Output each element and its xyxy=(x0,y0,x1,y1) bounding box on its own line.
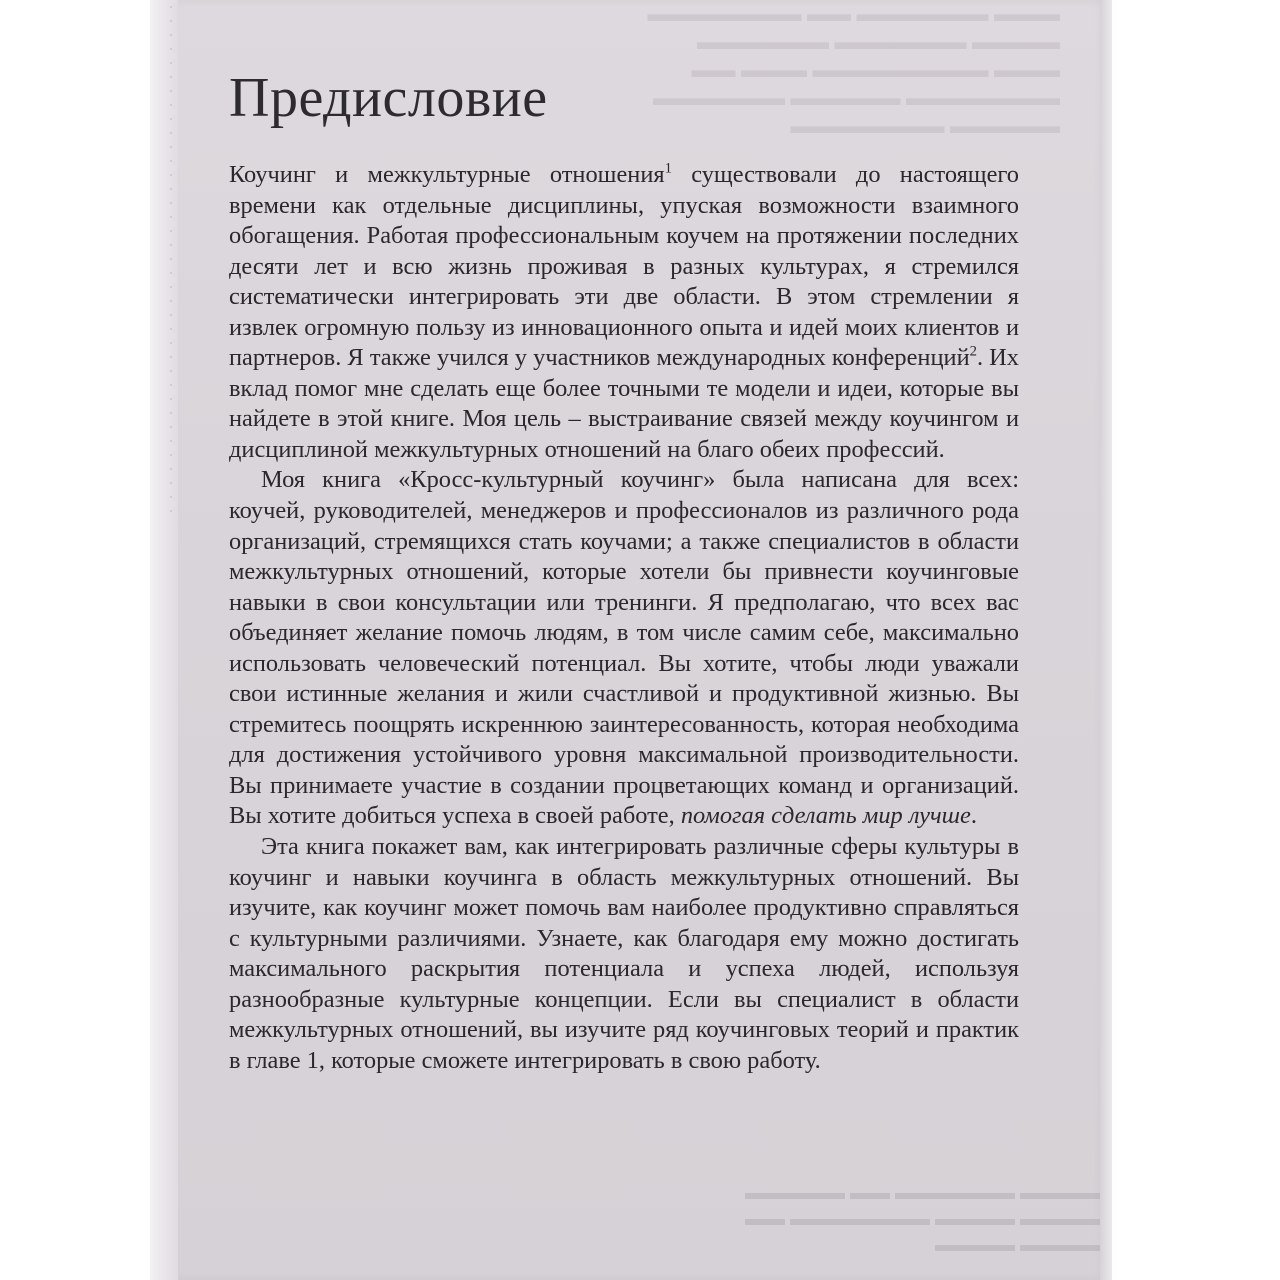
show-through-text-top: ▬▬▬ ▬▬▬▬▬▬ ▬▬ ▬▬▬▬▬▬▬ ▬▬▬▬ ▬▬▬▬▬▬ ▬▬▬▬▬▬ ▬▬▬ ▬▬▬▬▬▬▬▬ ▬▬▬ ▬▬ ▬▬▬▬▬▬▬ ▬▬▬▬▬ ▬▬▬▬▬▬ ▬▬▬▬▬ ▬▬▬▬▬▬▬ xyxy=(647,1,1060,138)
body-text xyxy=(229,160,1019,1076)
left-page-texture xyxy=(168,0,174,520)
footnote-ref-2: 2 xyxy=(969,343,977,360)
paragraph-1 xyxy=(229,160,1019,465)
paragraph-2-text: Моя книга «Кросс-культурный коучинг» была написана для всех: коучей, руководителей, менеджеров и профессионалов из различного рода организаций, стремящихся стать коучами; а также специалистов в области межкультурных отношений, которые хотели бы привнести коучинговые навыки в свои консультации или тренинги. Я предполагаю, что всех вас объединяет желание помочь людям, в том числе самим себе, максимально использовать человеческий потенциал. Вы хотите, чтобы люди уважали свои истинные желания и жили счастливой и продуктивной жизнью. Вы стремитесь поощрять искреннюю заинтересованность, которая необходима для достижения устойчивого уровня максимальной производительности. Вы принимаете участие в создании процветающих команд и организаций. Вы хотите добиться успеха в своей работе, xyxy=(229,466,1019,830)
paragraph-2 xyxy=(229,465,1019,832)
paragraph-1-part-2: существовали до настоящего времени как отдельные дисциплины, упуская возможности взаимного обогащения. Работая профессиональным коучем на протяжении последних десяти лет и всю жизнь проживая в разных культурах, я стремился систематически интегрировать эти две области. В этом стремлении я извлек огромную пользу из инновационного опыта и идей моих клиентов и партнеров. Я также учился у участников международных конференций xyxy=(229,161,1019,372)
show-through-text-bottom: ▬▬▬▬ ▬▬▬▬▬▬ ▬▬ ▬▬▬▬▬ ▬▬▬▬ ▬▬▬▬ ▬▬▬▬▬▬▬ ▬▬ ▬▬▬▬ ▬▬▬▬ xyxy=(745,1182,1100,1256)
page-title: Предисловие xyxy=(229,67,548,129)
paragraph-1-part-1: Коучинг и межкультурные отношения xyxy=(229,161,665,188)
paragraph-2-end: . xyxy=(970,802,977,830)
paragraph-2-emphasis: помогая сделать мир лучше xyxy=(680,802,971,830)
right-page-edge xyxy=(1100,0,1112,1280)
footnote-ref-1: 1 xyxy=(664,160,672,177)
paragraph-1-part-3: . Их вклад помог мне сделать еще более точными те модели и идеи, которые вы найдете в этой книге. Моя цель – выстраивание связей между коучингом и дисциплиной межкультурных отношений на благо обеих профессий. xyxy=(229,344,1019,463)
left-page-edge xyxy=(150,0,180,1280)
paragraph-3: Эта книга покажет вам, как интегрировать различные сферы культуры в коучинг и навыки коучинга в область межкультурных отношений. Вы изучите, как коучинг может помочь вам наиболее продуктивно справляться с культурными различиями. Узнаете, как благодаря ему можно достигать максимального раскрытия потенциала и успеха людей, используя разнообразные культурные концепции. Если вы специалист в области межкультурных отношений, вы изучите ряд коучинговых теорий и практик в главе 1, которые сможете интегрировать в свою работу. xyxy=(229,833,1019,1074)
